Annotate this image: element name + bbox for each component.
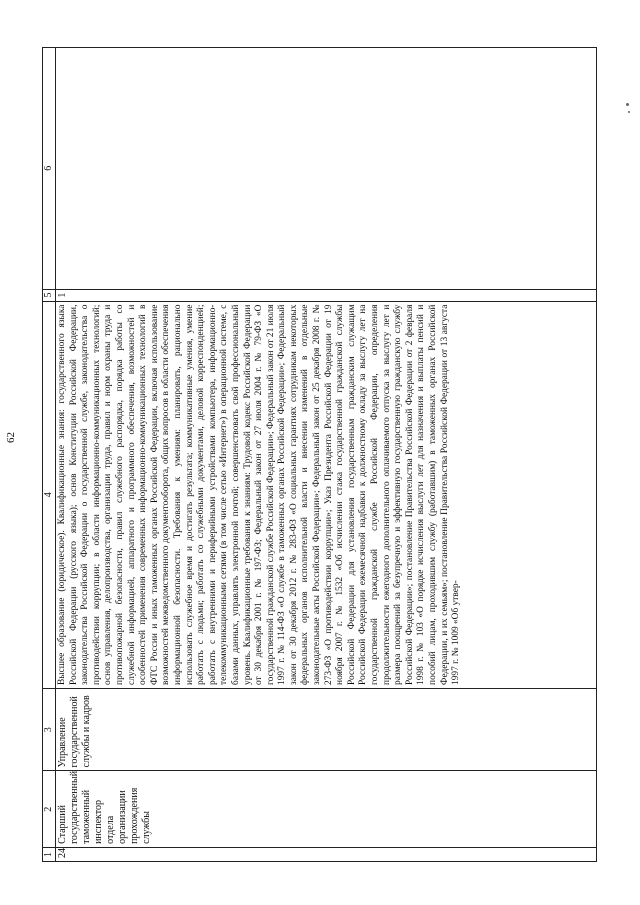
header-cell: 1 xyxy=(43,847,56,861)
row-number: 24 xyxy=(56,847,597,861)
table-header-row xyxy=(43,48,56,862)
header-cell: 3 xyxy=(43,688,56,771)
requirements-text: Высшее образование (юридическое). Квалификационные знания: государственного языка Российской Федерации (русского языка); основ Конституции Российской Федерации, законодательства Российской Федерации о государственной службе, законодательства о противодействии коррупции; в области информационно-коммуникационных технологий; основ управления, делопроизводства, организации труда, правил и норм охраны труда и противопожарной безопасности, правил служебного распорядка, порядка работы со служебной информацией, аппаратного и программного обеспечения, возможностей и особенностей применения современных информационно-коммуникационных технологий в ФТС России и иных таможенных органах Российской Федерации, включая использование возможностей межведомственного документооборота, общих вопросов в области обеспечения информационной безопасности. Требования к умениям: планировать, рационально использовать служебное время и достигать результата; коммуникативные умения, умение работать с людьми; работать со служебными документами, деловой корреспонденцией; работать с внутренними и периферийными устройствами компьютера, информационно-телекоммуникационными сетями (в том числе сетью «Интернет») в операционной системе, с базами данных, управлять электронной почтой; совершенствовать свой профессиональный уровень. Квалификационные требования к знаниям: Трудовой кодекс Российской Федерации от 30 декабря 2001 г. № 197-ФЗ; Федеральный закон от 27 июля 2004 г. № 79-ФЗ «О государственной гражданской службе Российской Федерации»; Федеральный закон от 21 июля 1997 г. № 114-ФЗ «О службе в таможенных органах Российской Федерации»; Федеральный закон от 30 декабря 2012 г. № 283-ФЗ «О социальных гарантиях сотрудникам некоторых федеральных органов исполнительной власти и внесении изменений в отдельные законодательные акты Российской Федерации»; Федеральный закон от 25 декабря 2008 г. № 273-ФЗ «О противодействии коррупции»; Указ Президента Российской Федерации от 19 ноября 2007 г. № 1532 «Об исчислении стажа государственной гражданской службы Российской Федерации для установления государственным гражданским служащим Российской Федерации ежемесячной надбавки к должностному окладу за выслугу лет на государственной гражданской службе Российской Федерации, определения продолжительности ежегодного дополнительного оплачиваемого отпуска за выслугу лет и размера поощрений за безупречную и эффективную государственную гражданскую службу Российской Федерации»; постановление Правительства Российской Федерации от 2 февраля 1998 г. № 103 «О порядке исчисления выслуги лет для назначения и выплаты пенсий и пособий лицам, проходившим службу (работавшим) в таможенных органах Российской Федерации, и их семьям»; постановление Правительства Российской Федерации от 13 августа 1997 г. № 1009 «Об утвер- xyxy=(56,301,597,688)
scan-speck xyxy=(628,111,630,113)
header-cell: 4 xyxy=(43,301,56,688)
header-cell: 2 xyxy=(43,771,56,847)
col5-value: 1 xyxy=(56,289,597,301)
requirements-table xyxy=(42,47,597,862)
header-cell: 6 xyxy=(43,48,56,290)
position-title: Старший государственный таможенный инспектор отдела организации прохождения службы xyxy=(56,771,597,847)
scan-speck xyxy=(626,103,629,106)
header-cell: 5 xyxy=(43,289,56,301)
col6-value xyxy=(56,48,597,290)
page-number: 62 xyxy=(5,432,17,443)
department-name: Управление государственной службы и кадров xyxy=(56,688,597,771)
rotated-page xyxy=(42,47,597,862)
table-row xyxy=(56,48,597,862)
